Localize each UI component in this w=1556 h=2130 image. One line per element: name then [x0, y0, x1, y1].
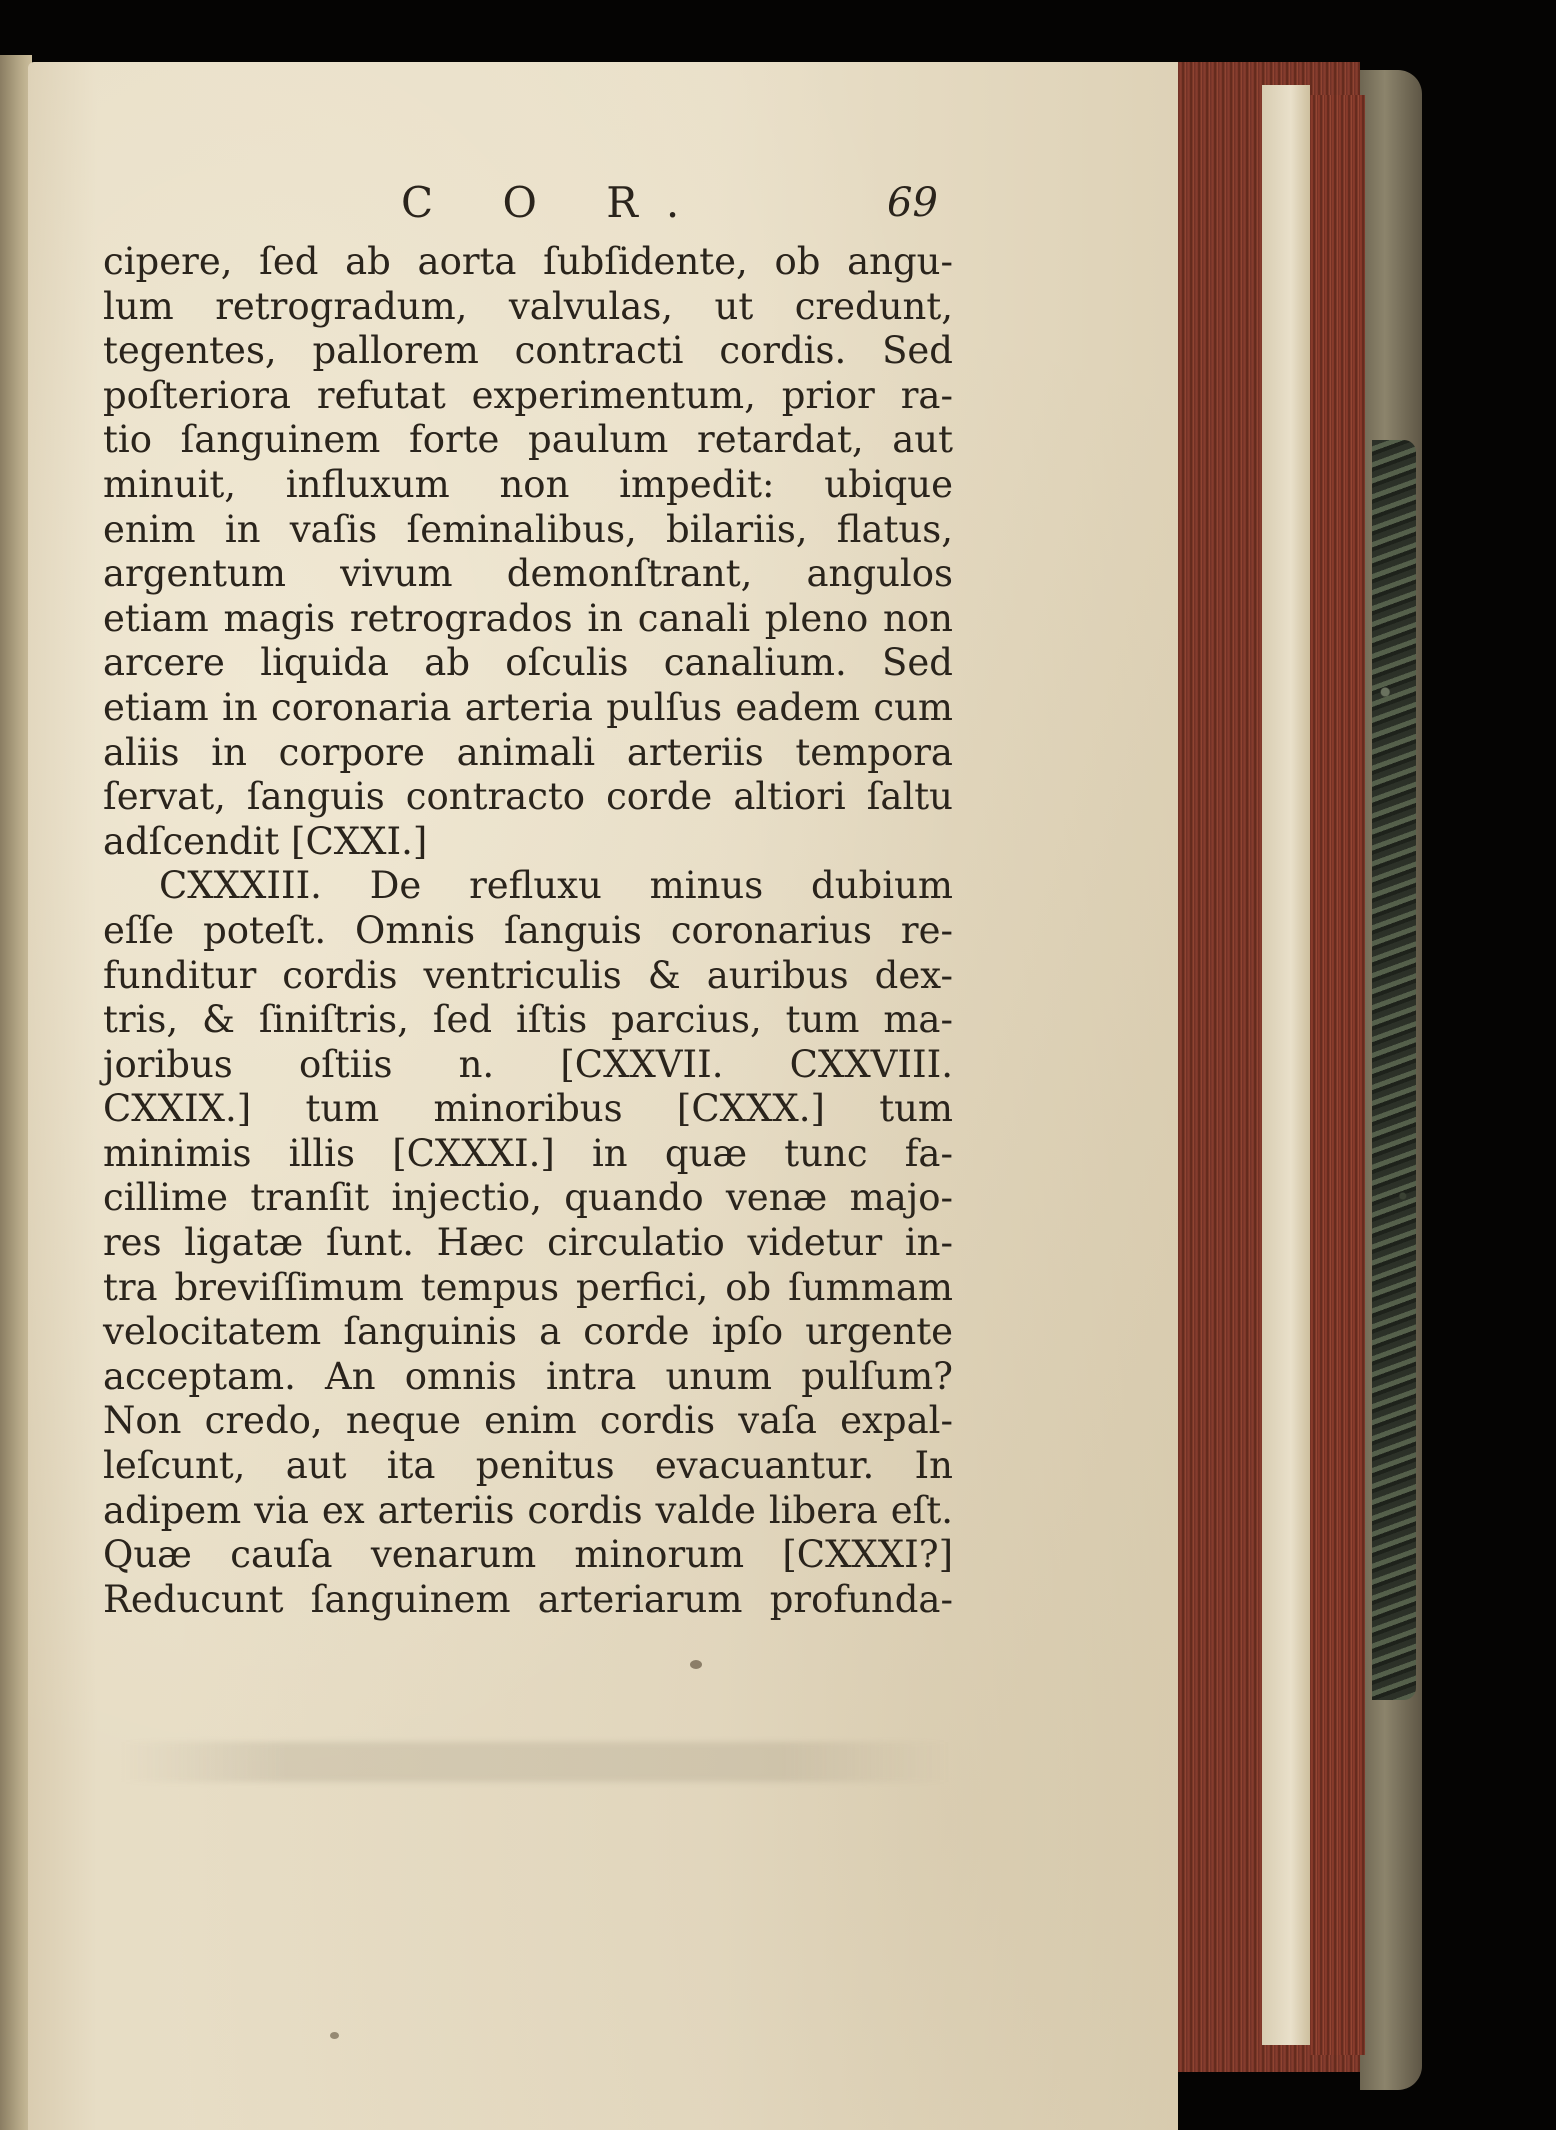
text-line: tio ſanguinem forte paulum retardat, aut: [103, 418, 953, 462]
text-line: ſervat, ſanguis contracto corde altiori ſaltu: [103, 775, 953, 819]
text-line: adipem via ex arteriis cordis valde libera eſt.: [103, 1488, 953, 1532]
header-title: C O R.: [401, 178, 708, 227]
text-line: arcere liquida ab oſculis canalium. Sed: [103, 641, 953, 685]
text-line: CXXIX.] tum minoribus [CXXX.] tum: [103, 1087, 953, 1131]
text-block: [103, 178, 953, 1622]
text-line: etiam in coronaria arteria pulſus eadem cum: [103, 685, 953, 729]
text-line: cillime tranſit injectio, quando venæ majo-: [103, 1176, 953, 1220]
show-through-text: [120, 1742, 950, 1782]
page-edges-light: [1262, 85, 1310, 2045]
text-line: eſſe poteſt. Omnis ſanguis coronarius re-: [103, 908, 953, 952]
page-number: 69: [887, 180, 938, 226]
running-head: [103, 178, 953, 240]
text-line: acceptam. An omnis intra unum pulſum?: [103, 1354, 953, 1398]
text-line: tris, & ſiniſtris, ſed iſtis parcius, tum ma-: [103, 998, 953, 1042]
marbled-cover: [1372, 440, 1416, 1700]
text-line: funditur cordis ventriculis & auribus dex-: [103, 953, 953, 997]
text-line: leſcunt, aut ita penitus evacuantur. In: [103, 1444, 953, 1488]
text-line: enim in vaſis ſeminalibus, bilariis, flatus,: [103, 507, 953, 551]
text-line: argentum vivum demonſtrant, angulos: [103, 552, 953, 596]
text-line: minimis illis [CXXXI.] in quæ tunc fa-: [103, 1131, 953, 1175]
text-line: Non credo, neque enim cordis vaſa expal-: [103, 1399, 953, 1443]
text-line: res ligatæ ſunt. Hæc circulatio videtur in-: [103, 1221, 953, 1265]
text-line: Quæ cauſa venarum minorum [CXXXI?]: [103, 1533, 953, 1577]
text-line: minuit, influxum non impedit: ubique: [103, 462, 953, 506]
text-line: poſteriora refutat experimentum, prior ra-: [103, 373, 953, 417]
paragraph-start-line: CXXXIII. De refluxu minus dubium: [159, 864, 953, 908]
page-edges-inner: [1310, 95, 1365, 2055]
text-line: cipere, ſed ab aorta ſubſidente, ob angu-: [103, 240, 953, 283]
text-line: tra breviſſimum tempus perfici, ob ſummam: [103, 1265, 953, 1309]
text-line: Reducunt ſanguinem arteriarum profunda-: [103, 1577, 953, 1621]
text-line: adſcendit [CXXI.]: [103, 819, 428, 863]
foxing-spot: [690, 1660, 702, 1669]
text-line: aliis in corpore animali arteriis tempora: [103, 730, 953, 774]
text-line: velocitatem ſanguinis a corde ipſo urgente: [103, 1310, 953, 1354]
text-line: tegentes, pallorem contracti cordis. Sed: [103, 329, 953, 373]
foxing-spot: [330, 2032, 339, 2039]
text-line: joribus oſtiis n. [CXXVII. CXXVIII.: [103, 1042, 953, 1086]
text-line: etiam magis retrogrados in canali pleno non: [103, 596, 953, 640]
text-line: lum retrogradum, valvulas, ut credunt,: [103, 284, 953, 328]
